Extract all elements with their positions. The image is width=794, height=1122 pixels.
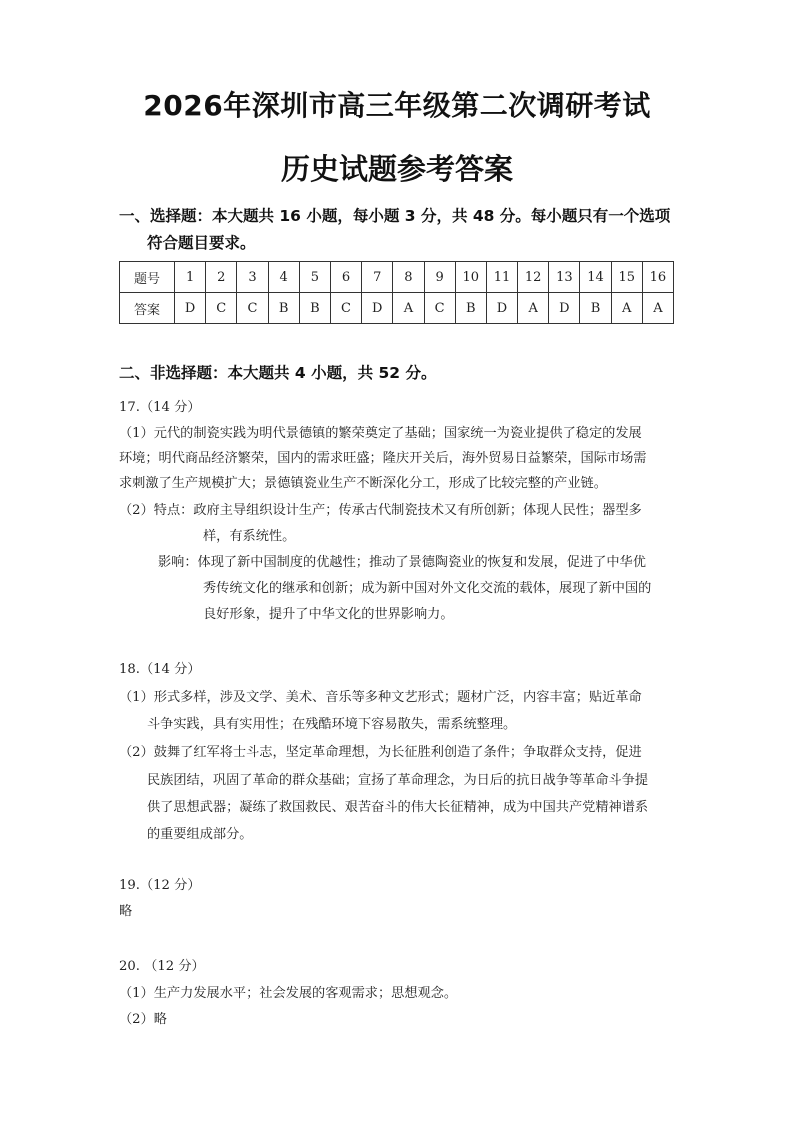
row-label-number: 题号 <box>120 262 175 293</box>
question-number: 10 <box>455 262 486 293</box>
answer-cell: D <box>549 293 580 324</box>
q17-heading: 17.（14 分） <box>119 400 201 415</box>
q17-part2-line2: 样，有系统性。 <box>203 529 296 544</box>
section1-heading-cont: 符合题目要求。 <box>147 234 256 252</box>
question-number: 4 <box>268 262 299 293</box>
question-number: 5 <box>299 262 330 293</box>
question-number: 6 <box>330 262 361 293</box>
answer-cell: C <box>330 293 361 324</box>
answer-cell: A <box>393 293 424 324</box>
section1-heading: 一、选择题：本大题共 16 小题，每小题 3 分，共 48 分。每小题只有一个选项 <box>119 207 671 225</box>
answer-cell: B <box>580 293 611 324</box>
q18-part2-line1: （2）鼓舞了红军将士斗志，坚定革命理想，为长征胜利创造了条件；争取群众支持，促进 <box>119 745 642 760</box>
question-number: 7 <box>362 262 393 293</box>
answer-cell: D <box>362 293 393 324</box>
q19-body: 略 <box>119 904 133 919</box>
answer-table <box>119 261 674 324</box>
q18-part2-line2: 民族团结，巩固了革命的群众基础；宣扬了革命理念，为日后的抗日战争等革命斗争提 <box>147 773 649 788</box>
q17-part2-line1: （2）特点：政府主导组织设计生产；传承古代制瓷技术又有所创新；体现人民性；器型多 <box>119 503 642 518</box>
question-number: 9 <box>424 262 455 293</box>
q17-impact-line2: 秀传统文化的继承和创新；成为新中国对外文化交流的载体，展现了新中国的 <box>203 581 652 596</box>
question-number: 15 <box>611 262 642 293</box>
q17-impact-line3: 良好形象，提升了中华文化的世界影响力。 <box>203 607 454 622</box>
answer-cell: A <box>642 293 673 324</box>
answer-cell: A <box>611 293 642 324</box>
q17-part1-line1: （1）元代的制瓷实践为明代景德镇的繁荣奠定了基础；国家统一为瓷业提供了稳定的发展 <box>119 426 642 441</box>
answer-cell: C <box>424 293 455 324</box>
question-number: 2 <box>206 262 237 293</box>
question-number: 1 <box>175 262 206 293</box>
q18-heading: 18.（14 分） <box>119 662 201 677</box>
question-number: 8 <box>393 262 424 293</box>
q18-part2-line4: 的重要组成部分。 <box>147 827 253 842</box>
answer-cell: C <box>237 293 268 324</box>
answer-cell: A <box>518 293 549 324</box>
page-subtitle: 历史试题参考答案 <box>280 152 513 186</box>
question-number: 11 <box>486 262 517 293</box>
page-title: 2026年深圳市高三年级第二次调研考试 <box>143 89 651 122</box>
q20-part1: （1）生产力发展水平；社会发展的客观需求；思想观念。 <box>119 986 458 1001</box>
question-number: 12 <box>518 262 549 293</box>
q20-part2: （2）略 <box>119 1012 167 1027</box>
answer-cell: D <box>175 293 206 324</box>
answer-cell: B <box>268 293 299 324</box>
table-row-numbers <box>120 262 674 293</box>
question-number: 14 <box>580 262 611 293</box>
answer-cell: C <box>206 293 237 324</box>
q18-part2-line3: 供了思想武器；凝练了救国救民、艰苦奋斗的伟大长征精神，成为中国共产党精神谱系 <box>147 800 649 815</box>
answer-cell: B <box>299 293 330 324</box>
table-row-answers <box>120 293 674 324</box>
answer-cell: B <box>455 293 486 324</box>
row-label-answer: 答案 <box>120 293 175 324</box>
q17-part1-line2: 环境；明代商品经济繁荣，国内的需求旺盛；隆庆开关后，海外贸易日益繁荣，国际市场需 <box>119 451 647 466</box>
question-number: 3 <box>237 262 268 293</box>
question-number: 13 <box>549 262 580 293</box>
q20-heading: 20. （12 分） <box>119 959 205 974</box>
question-number: 16 <box>642 262 673 293</box>
section2-heading: 二、非选择题：本大题共 4 小题，共 52 分。 <box>119 364 437 382</box>
q19-heading: 19.（12 分） <box>119 878 201 893</box>
q17-impact-line1: 影响：体现了新中国制度的优越性；推动了景德陶瓷业的恢复和发展，促进了中华优 <box>158 555 646 570</box>
q17-part1-line3: 求刺激了生产规模扩大；景德镇瓷业生产不断深化分工，形成了比较完整的产业链。 <box>119 476 607 491</box>
q18-part1-line2: 斗争实践，具有实用性；在残酷环境下容易散失，需系统整理。 <box>147 717 517 732</box>
answer-cell: D <box>486 293 517 324</box>
q18-part1-line1: （1）形式多样，涉及文学、美术、音乐等多种文艺形式；题材广泛，内容丰富；贴近革命 <box>119 690 642 705</box>
